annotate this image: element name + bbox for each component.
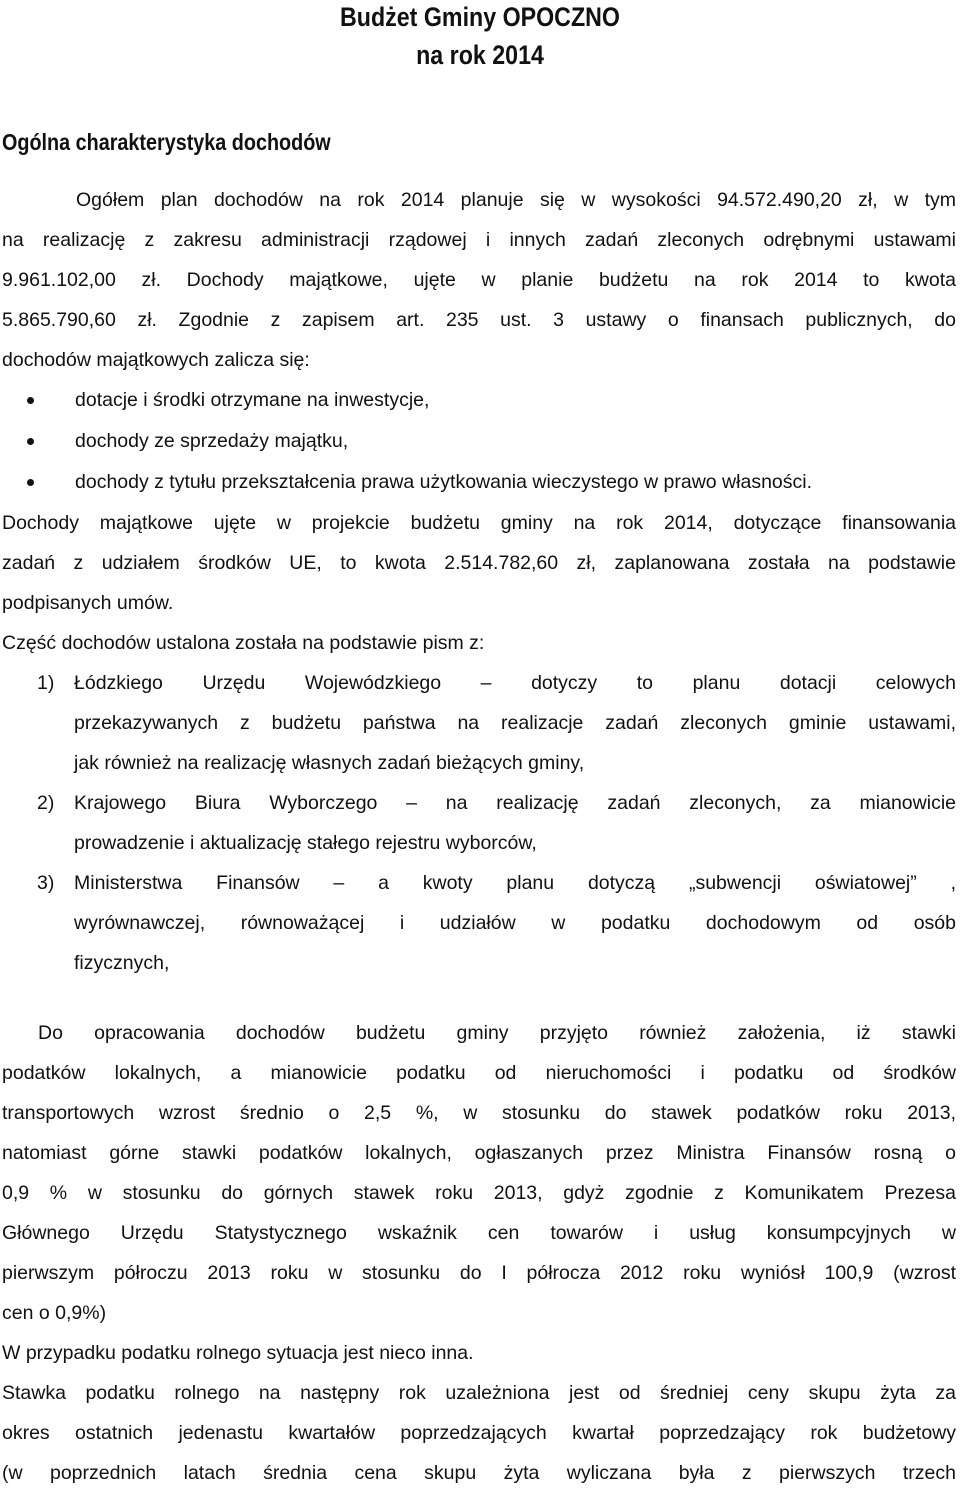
list-item-line: przekazywanych z budżetu państwa na realizacje zadań zleconych gminie ustawami, bbox=[74, 712, 956, 734]
list-item-text: dochody z tytułu przekształcenia prawa użytkowania wieczystego w prawo własności. bbox=[75, 471, 813, 493]
paragraph-line: 9.961.102,00 zł. Dochody majątkowe, ujęte w planie budżetu na rok 2014 to kwota bbox=[2, 269, 956, 291]
bullet-icon bbox=[27, 479, 34, 486]
paragraph-line: Ogółem plan dochodów na rok 2014 planuje się w wysokości 94.572.490,20 zł, w tym bbox=[76, 189, 956, 211]
paragraph-line: podatków lokalnych, a mianowicie podatku od nieruchomości i podatku od środków bbox=[2, 1062, 956, 1084]
paragraph-line: (w poprzednich latach średnia cena skupu żyta wyliczana była z pierwszych trzech bbox=[2, 1462, 956, 1484]
list-item bbox=[2, 421, 956, 462]
paragraph-agricultural-rate bbox=[2, 1373, 956, 1493]
paragraph-line: 5.865.790,60 zł. Zgodnie z zapisem art. 235 ust. 3 ustawy o finansach publicznych, do bbox=[2, 309, 956, 331]
paragraph-line: cen o 0,9%) bbox=[2, 1302, 107, 1324]
sources-list bbox=[2, 663, 956, 983]
list-item-line: prowadzenie i aktualizację stałego rejestru wyborców, bbox=[74, 832, 537, 854]
paragraph-line: Do opracowania dochodów budżetu gminy przyjęto również założenia, iż stawki bbox=[38, 1022, 956, 1044]
title-line-2: na rok 2014 bbox=[416, 40, 544, 70]
list-item bbox=[2, 380, 956, 421]
paragraph-line: natomiast górne stawki podatków lokalnych, ogłaszanych przez Ministra Finansów rosną o bbox=[2, 1142, 956, 1164]
paragraph-agricultural-tax: W przypadku podatku rolnego sytuacja jest nieco inna. bbox=[2, 1342, 474, 1364]
paragraph-line: Stawka podatku rolnego na następny rok uzależniona jest od średniej ceny skupu żyta za bbox=[2, 1382, 956, 1404]
list-item-line: Ministerstwa Finansów – a kwoty planu dotyczą „subwencji oświatowej” , bbox=[74, 872, 956, 894]
paragraph-line: podpisanych umów. bbox=[2, 592, 174, 614]
list-item-line: Krajowego Biura Wyborczego – na realizację zadań zleconych, za mianowicie bbox=[74, 792, 956, 814]
paragraph-sources-intro: Część dochodów ustalona została na podstawie pism z: bbox=[2, 632, 485, 654]
paragraph-line: dochodów majątkowych zalicza się: bbox=[2, 349, 310, 371]
paragraph-line: 0,9 % w stosunku do górnych stawek roku 2013, gdyż zgodnie z Komunikatem Prezesa bbox=[2, 1182, 956, 1204]
bullet-icon bbox=[27, 438, 34, 445]
paragraph-line: na realizację z zakresu administracji rządowej i innych zadań zleconych odrębnymi ustawami bbox=[2, 229, 956, 251]
paragraph-line: transportowych wzrost średnio o 2,5 %, w stosunku do stawek podatków roku 2013, bbox=[2, 1102, 956, 1124]
list-item-line: jak również na realizację własnych zadań bieżących gminy, bbox=[74, 752, 585, 774]
document-body bbox=[2, 180, 956, 1493]
spacer bbox=[2, 983, 956, 1013]
paragraph-tax-assumptions bbox=[2, 1013, 956, 1333]
paragraph-eu-funds bbox=[2, 503, 956, 623]
list-item-line: fizycznych, bbox=[74, 952, 170, 974]
list-item-line: wyrównawczej, równoważącej i udziałów w podatku dochodowym od osób bbox=[74, 912, 956, 934]
list-item bbox=[2, 663, 956, 783]
document-title bbox=[0, 0, 960, 72]
list-item-text: dochody ze sprzedaży majątku, bbox=[75, 430, 349, 452]
list-number: 1) bbox=[37, 672, 55, 694]
list-item-line: Łódzkiego Urzędu Wojewódzkiego – dotyczy to planu dotacji celowych bbox=[74, 672, 956, 694]
list-number: 3) bbox=[37, 872, 55, 894]
list-number: 2) bbox=[37, 792, 55, 814]
paragraph-line: okres ostatnich jedenastu kwartałów poprzedzających kwartał poprzedzający rok budżetowy bbox=[2, 1422, 956, 1444]
bullet-icon bbox=[27, 397, 34, 404]
section-heading: Ogólna charakterystyka dochodów bbox=[2, 129, 331, 155]
asset-income-list bbox=[2, 380, 956, 503]
paragraph-line: zadań z udziałem środków UE, to kwota 2.514.782,60 zł, zaplanowana została na podstawie bbox=[2, 552, 956, 574]
list-item bbox=[2, 462, 956, 503]
paragraph-line: Dochody majątkowe ujęte w projekcie budżetu gminy na rok 2014, dotyczące finansowania bbox=[2, 512, 956, 534]
list-item bbox=[2, 783, 956, 863]
title-line-1: Budżet Gminy OPOCZNO bbox=[340, 2, 620, 32]
list-item bbox=[2, 863, 956, 983]
paragraph-line: Głównego Urzędu Statystycznego wskaźnik cen towarów i usług konsumpcyjnych w bbox=[2, 1222, 956, 1244]
paragraph-line: pierwszym półroczu 2013 roku w stosunku do I półrocza 2012 roku wyniósł 100,9 (wzrost bbox=[2, 1262, 956, 1284]
list-item-text: dotacje i środki otrzymane na inwestycje, bbox=[75, 389, 430, 411]
paragraph-total-income bbox=[2, 180, 956, 380]
